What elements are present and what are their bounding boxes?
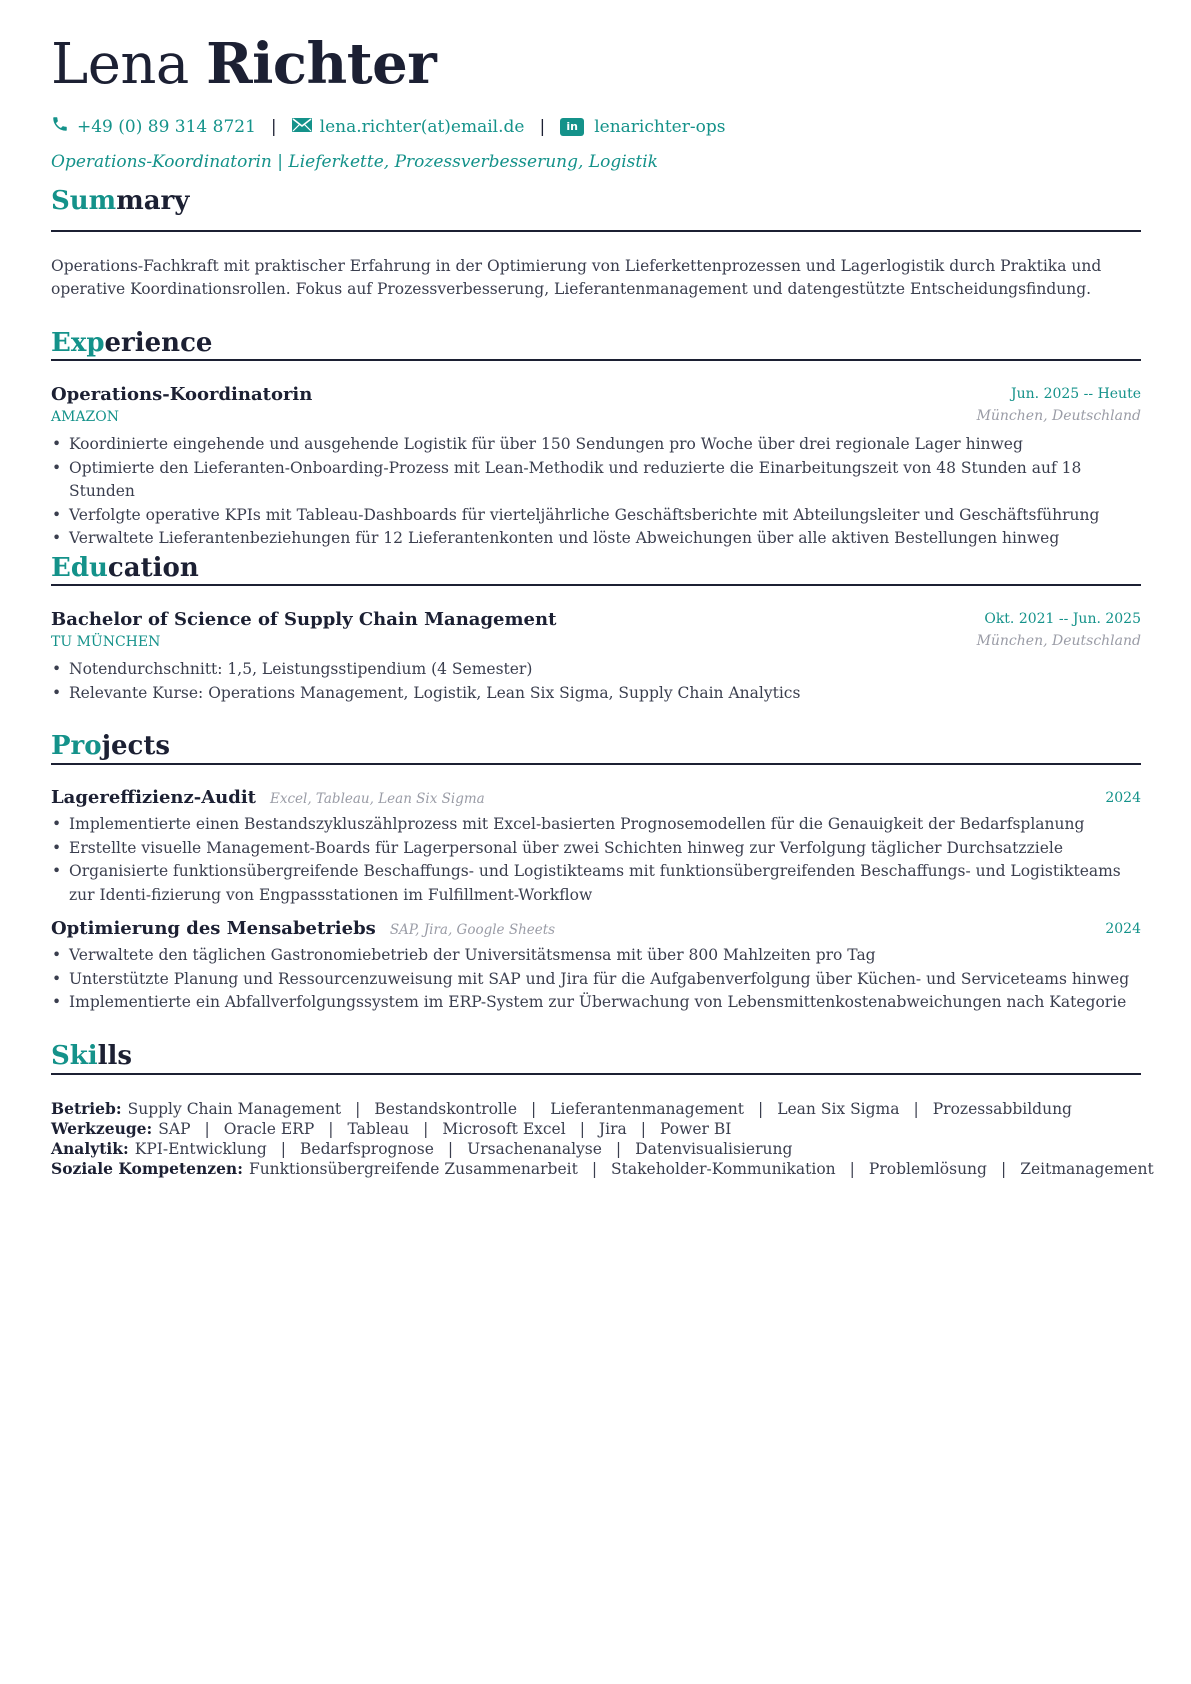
skill-separator: | — [447, 1140, 454, 1158]
skill-item: Oracle ERP — [223, 1120, 315, 1138]
skill-category-label: Soziale Kompetenzen: — [51, 1159, 243, 1178]
section-title-rest: cation — [107, 553, 199, 583]
contact-separator: | — [539, 116, 546, 137]
list-item: • Optimierte den Lieferanten-Onboarding-Prozess mit Lean-Methodik und reduzierte die Einarbeitungszeit von 48 Stunden auf 18 Stunden — [51, 457, 1141, 504]
skill-item: Zeitmanagement — [1020, 1160, 1154, 1178]
education-location: München, Deutschland — [976, 633, 1141, 649]
section-title-rest: lls — [97, 1041, 133, 1071]
skill-separator: | — [849, 1160, 855, 1178]
skill-separator: | — [328, 1120, 334, 1138]
list-item: • Verwaltete den täglichen Gastronomiebetrieb der Universitätsmensa mit über 800 Mahlzeiten pro Tag — [51, 944, 1141, 968]
summary-text: Operations-Fachkraft mit praktischer Erfahrung in der Optimierung von Lieferkettenprozessen und Lagerlogistik durch Praktika und operative Koordinationsrollen. Fokus auf Prozessverbesserung, Lieferantenmanagement und datengestützte Entscheidungsfindung. — [51, 257, 1102, 298]
skill-item: Lean Six Sigma — [777, 1100, 900, 1118]
linkedin-icon: in — [560, 118, 584, 136]
skill-row — [51, 1159, 1154, 1179]
project-date: 2024 — [1105, 790, 1141, 806]
tagline: Operations-Koordinatorin | Lieferkette, Prozessverbesserung, Logistik — [51, 152, 658, 172]
project-date: 2024 — [1105, 921, 1141, 937]
skill-item: KPI-Entwicklung — [134, 1140, 267, 1158]
phone-link[interactable]: +49 (0) 89 314 8721 — [77, 116, 256, 137]
section-title-rest: jects — [101, 731, 171, 761]
project-bullets — [51, 944, 1141, 1015]
education-org: TU MÜNCHEN — [51, 634, 161, 650]
project-name: Lagereffizienz-Audit — [51, 787, 256, 808]
section-title-summary — [51, 188, 189, 214]
list-item: • Koordinierte eingehende und ausgehende Logistik für über 150 Sendungen pro Woche über drei regionale Lager hinweg — [51, 433, 1141, 457]
contact-separator: | — [270, 116, 277, 137]
skill-item: Problemlösung — [868, 1160, 987, 1178]
list-item: • Notendurchschnitt: 1,5, Leistungsstipendium (4 Semester) — [51, 658, 1141, 682]
skill-separator: | — [615, 1140, 622, 1158]
project-title — [51, 918, 555, 939]
experience-bullets — [51, 433, 1141, 551]
section-title-accent: Edu — [51, 553, 108, 583]
section-title-rest: mary — [116, 186, 190, 216]
skill-item: Lieferantenmanagement — [550, 1100, 744, 1118]
skill-separator: | — [423, 1120, 429, 1138]
skill-item: Ursachenanalyse — [467, 1140, 602, 1158]
list-item: • Erstellte visuelle Management-Boards für Lagerpersonal über zwei Schichten hinweg zur Verfolgung täglicher Durchsatzziele — [51, 837, 1141, 861]
experience-org: AMAZON — [51, 409, 120, 425]
candidate-name — [51, 31, 437, 97]
section-title-accent: Sum — [51, 186, 117, 216]
experience-title: Operations-Koordinatorin — [51, 384, 313, 405]
section-title-experience — [51, 330, 212, 356]
section-title-rest: erience — [104, 328, 213, 358]
list-item: • Verfolgte operative KPIs mit Tableau-Dashboards für vierteljährliche Geschäftsberichte mit Abteilungsleiter und Geschäftsführung — [51, 504, 1141, 528]
skill-item: Funktionsübergreifende Zusammenarbeit — [248, 1160, 578, 1178]
education-date: Okt. 2021 -- Jun. 2025 — [984, 611, 1141, 627]
skill-item: Tableau — [347, 1120, 410, 1138]
project-bullets — [51, 813, 1141, 907]
skill-separator: | — [204, 1120, 210, 1138]
skill-separator: | — [531, 1100, 537, 1118]
section-title-accent: Ski — [51, 1041, 98, 1071]
last-name: Richter — [206, 31, 437, 97]
phone-icon — [51, 115, 69, 138]
section-title-skills — [51, 1043, 132, 1069]
skill-category-label: Analytik: — [51, 1139, 129, 1158]
project-tech: SAP, Jira, Google Sheets — [389, 922, 556, 938]
experience-date: Jun. 2025 -- Heute — [1011, 386, 1141, 402]
skill-row — [51, 1119, 1141, 1139]
section-title-accent: Pro — [51, 731, 102, 761]
skill-separator: | — [579, 1120, 585, 1138]
skill-item: Datenvisualisierung — [635, 1140, 793, 1158]
list-item: • Implementierte einen Bestandszykluszählprozess mit Excel-basierten Prognosemodellen für die Genauigkeit der Bedarfsplanung — [51, 813, 1141, 837]
list-item: • Verwaltete Lieferantenbeziehungen für 12 Lieferantenkonten und löste Abweichungen über alle aktiven Bestellungen hinweg — [51, 527, 1141, 551]
skill-row — [51, 1099, 1141, 1119]
skill-separator: | — [1000, 1160, 1007, 1178]
section-divider — [51, 584, 1141, 586]
project-title — [51, 787, 485, 808]
skill-separator: | — [913, 1100, 919, 1118]
list-item: • Relevante Kurse: Operations Management, Logistik, Lean Six Sigma, Supply Chain Analytics — [51, 682, 1141, 706]
skill-separator: | — [640, 1120, 646, 1138]
skill-item: Bedarfsprognose — [300, 1140, 434, 1158]
education-bullets — [51, 658, 1141, 705]
skill-item: SAP — [158, 1120, 191, 1138]
skill-item: Bestandskontrolle — [374, 1100, 518, 1118]
experience-location: München, Deutschland — [976, 408, 1141, 424]
skill-separator: | — [355, 1100, 361, 1118]
section-divider — [51, 763, 1141, 765]
skill-row — [51, 1139, 1141, 1159]
skill-item: Jira — [598, 1120, 627, 1138]
list-item: • Organisierte funktionsübergreifende Beschaffungs- und Logistikteams mit funktionsübergreifenden Beschaffungs- und Logistikteams zur Identi-fizierung von Engpassstationen im Fulfillment-Workflow — [51, 860, 1141, 907]
project-tech: Excel, Tableau, Lean Six Sigma — [270, 791, 485, 807]
skill-item: Stakeholder-Kommunikation — [611, 1160, 836, 1178]
email-link[interactable]: lena.richter(at)email.de — [319, 116, 525, 137]
skills-list — [51, 1099, 1154, 1179]
linkedin-link[interactable]: lenarichter-ops — [594, 116, 726, 137]
list-item: • Implementierte ein Abfallverfolgungssystem im ERP-System zur Überwachung von Lebensmittenkostenabweichungen nach Kategorie — [51, 991, 1141, 1015]
skill-item: Prozessabbildung — [932, 1100, 1072, 1118]
education-title: Bachelor of Science of Supply Chain Management — [51, 609, 557, 630]
list-item: • Unterstützte Planung und Ressourcenzuweisung mit SAP und Jira für die Aufgabenverfolgung über Küchen- und Serviceteams hinweg — [51, 968, 1141, 992]
contact-line — [51, 115, 725, 138]
skill-separator: | — [280, 1140, 287, 1158]
section-title-accent: Exp — [51, 328, 105, 358]
skill-item: Supply Chain Management — [127, 1100, 342, 1118]
project-name: Optimierung des Mensabetriebs — [51, 918, 376, 939]
section-title-projects — [51, 733, 170, 759]
skill-category-label: Werkzeuge: — [51, 1119, 153, 1138]
first-name: Lena — [51, 32, 189, 97]
skill-item: Microsoft Excel — [442, 1120, 566, 1138]
mail-icon — [292, 117, 312, 137]
skill-separator: | — [757, 1100, 764, 1118]
section-divider — [51, 359, 1141, 361]
skill-category-label: Betrieb: — [51, 1099, 122, 1118]
skill-separator: | — [591, 1160, 598, 1178]
section-divider — [51, 230, 1141, 232]
section-title-education — [51, 555, 199, 581]
skill-item: Power BI — [659, 1120, 732, 1138]
section-divider — [51, 1073, 1141, 1075]
